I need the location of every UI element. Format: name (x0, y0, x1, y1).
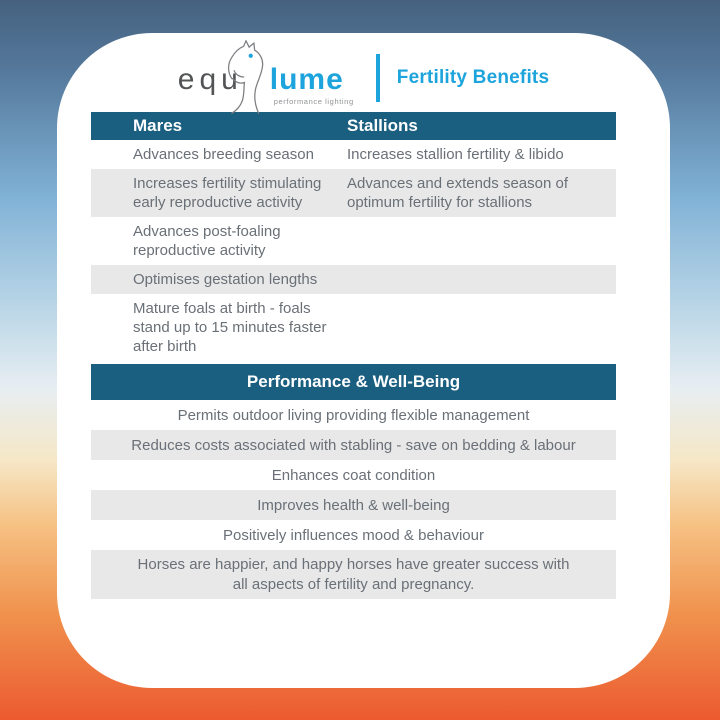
table-row (91, 140, 616, 169)
cell-stallions (347, 236, 616, 246)
wellbeing-row: Permits outdoor living providing flexible management (177, 406, 530, 424)
equilume-logo (177, 46, 354, 110)
table-row (91, 169, 616, 217)
table-row (91, 217, 616, 265)
cell-stallions: Advances and extends season of optimum fertility for stallions (347, 175, 568, 212)
page-title: Fertility Benefits (396, 66, 550, 88)
content-card (57, 33, 670, 688)
cell-stallions (347, 275, 616, 285)
wellbeing-row: Improves health & well-being (91, 490, 616, 520)
cell-mares: Advances breeding season (133, 146, 314, 163)
fertility-table (91, 112, 616, 361)
wellbeing-table-header: Performance & Well-Being (91, 364, 616, 400)
wellbeing-table (91, 364, 616, 599)
cell-mares: Increases fertility stimulating early reproductive activity (133, 175, 322, 212)
brand-header (57, 33, 670, 112)
header-cell-stallions: Stallions (347, 116, 418, 135)
logo-text-equ: equ (177, 62, 243, 96)
wellbeing-row: Horses are happier, and happy horses have greater success with all aspects of fertility and pregnancy. (91, 550, 616, 599)
header-cell-mares: Mares (133, 116, 183, 135)
wellbeing-row: Positively influences mood & behaviour (223, 526, 484, 544)
cell-mares: Advances post-foaling reproductive activity (133, 223, 281, 260)
cell-stallions (347, 323, 616, 333)
logo-text-lume: lume (269, 62, 344, 96)
header-divider (376, 54, 380, 102)
wellbeing-row: Enhances coat condition (271, 466, 436, 484)
logo-tagline: performance lighting (273, 96, 354, 106)
horse-head-icon (218, 40, 274, 114)
cell-mares: Optimises gestation lengths (133, 271, 318, 289)
cell-stallions: Increases stallion fertility & libido (347, 146, 564, 163)
wellbeing-row: Reduces costs associated with stabling - save on bedding & labour (91, 430, 616, 460)
cell-mares: Mature foals at birth - foals stand up to 15 minutes faster after birth (133, 300, 327, 356)
table-row (91, 265, 616, 294)
table-row (91, 294, 616, 361)
fertility-table-header (91, 112, 616, 140)
